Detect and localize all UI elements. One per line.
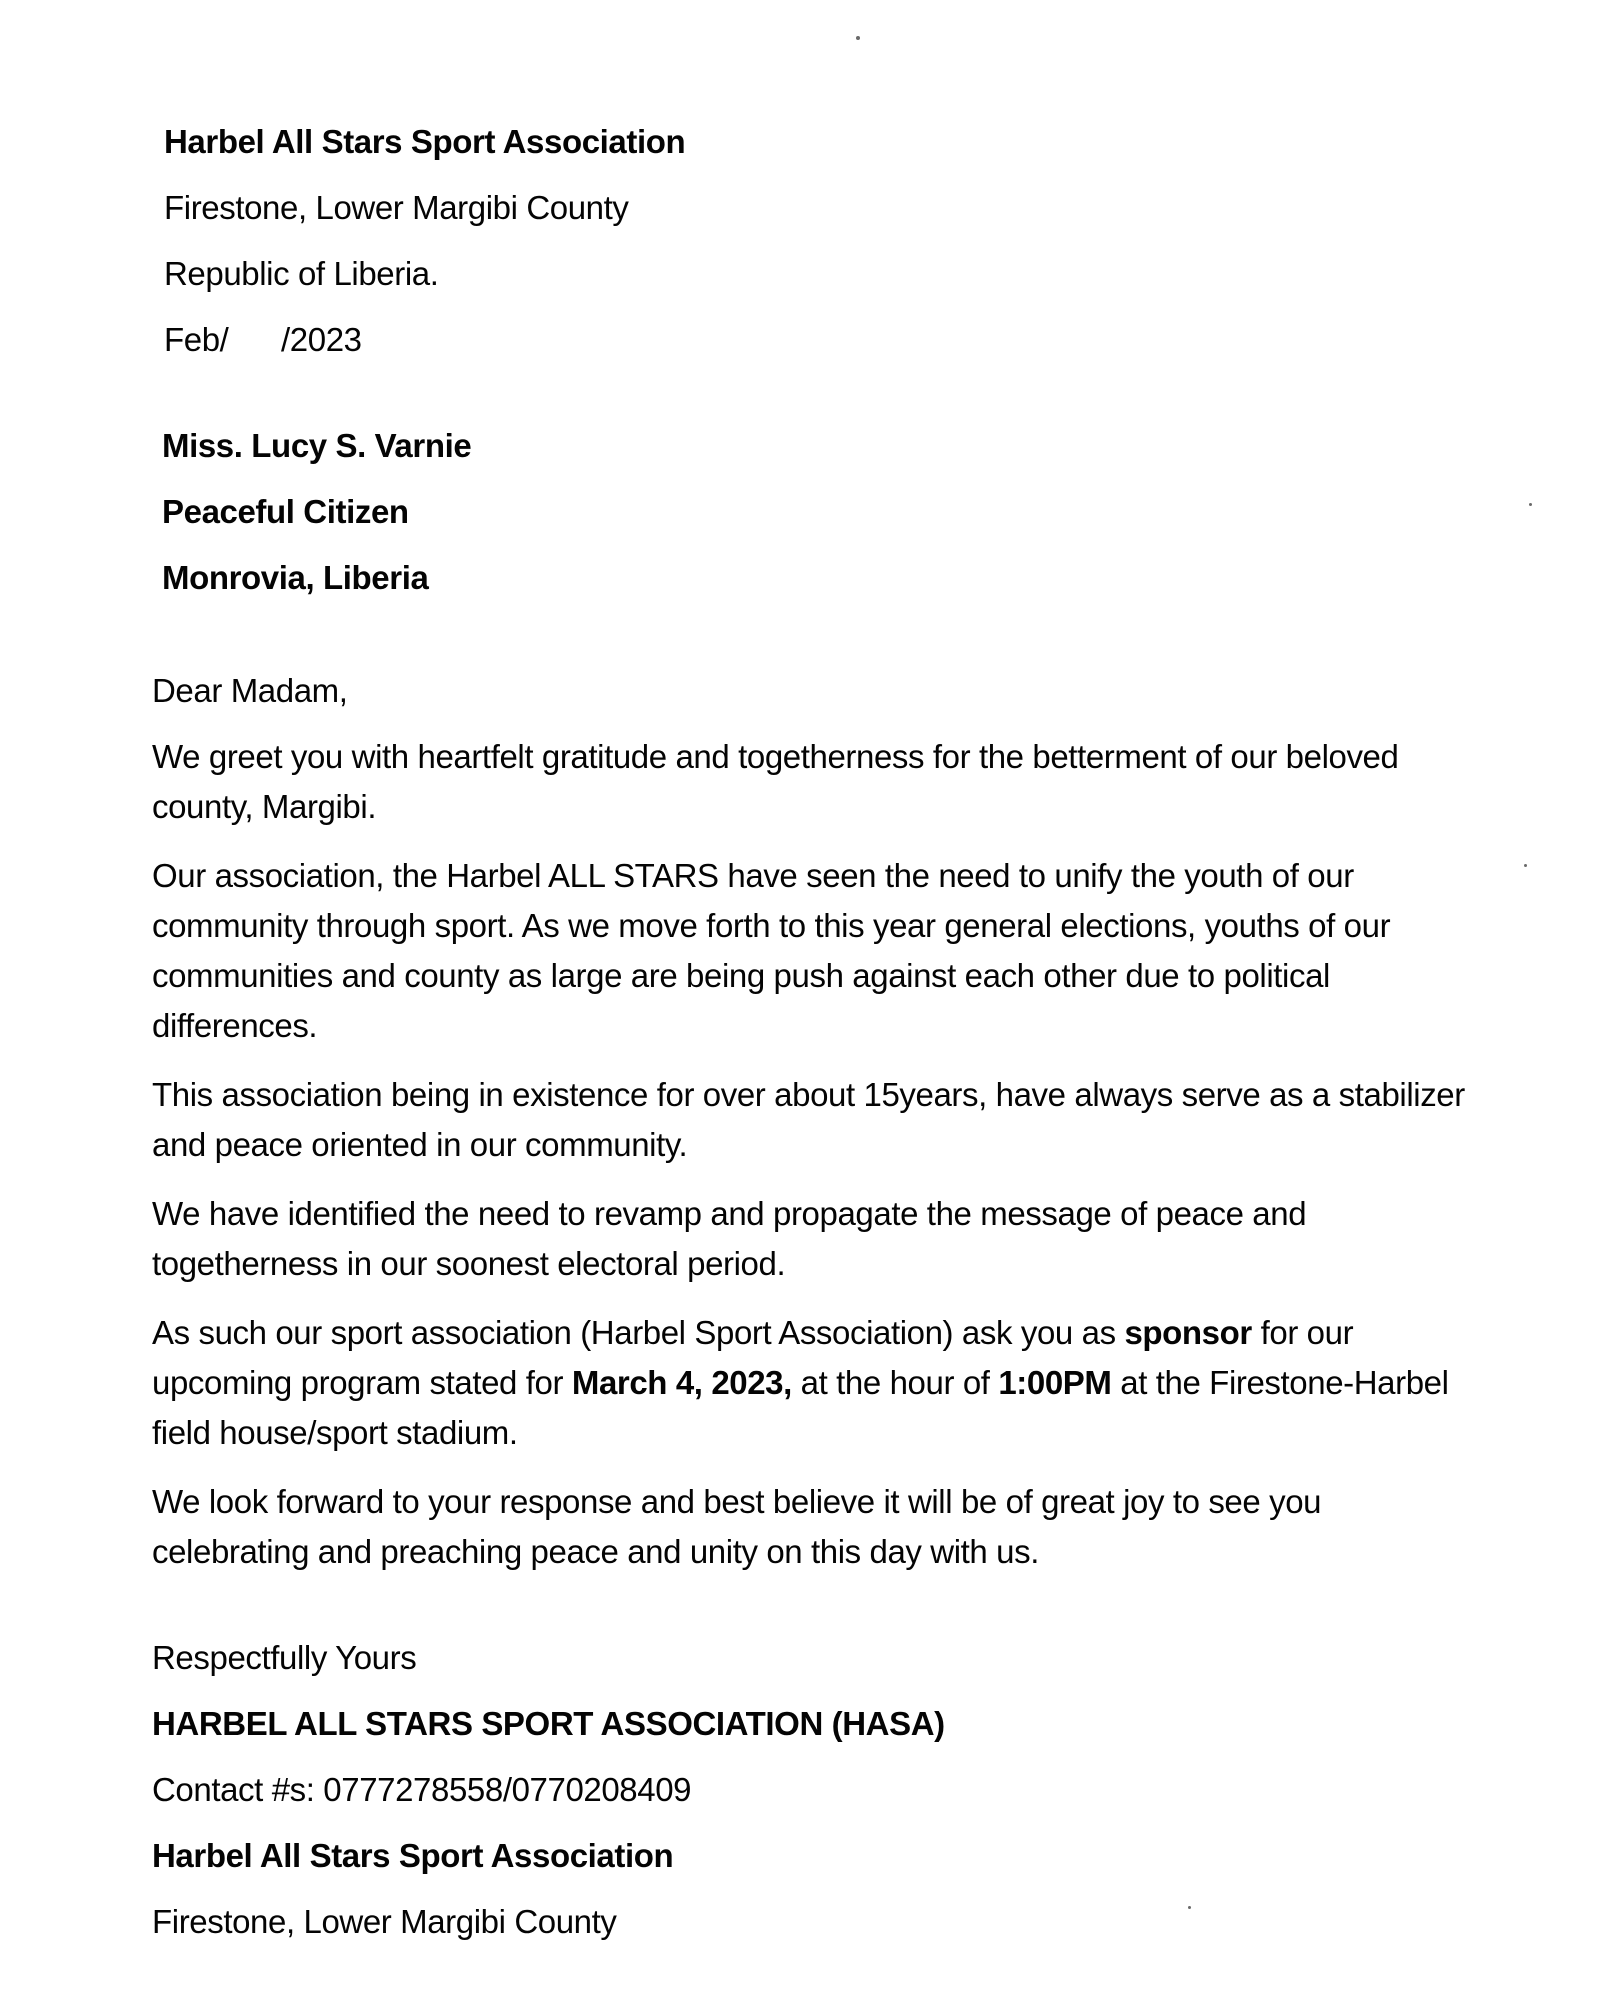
scan-artifact — [1524, 864, 1527, 867]
sender-address-line1: Firestone, Lower Margibi County — [164, 189, 629, 226]
recipient-location: Monrovia, Liberia — [162, 559, 429, 596]
sender-org-name: Harbel All Stars Sport Association — [164, 123, 686, 160]
closing-org-caps: HARBEL ALL STARS SPORT ASSOCIATION (HASA) — [152, 1705, 945, 1742]
paragraph-look-forward: We look forward to your response and best believe it will be of great joy to see you celebrating and preaching peace and unity on this day with us. — [152, 1483, 1322, 1570]
scan-artifact — [1529, 503, 1532, 506]
sponsor-request-text: at the Firestone-Harbel field house/sport stadium. — [152, 1364, 1449, 1451]
sponsor-request-text: for our upcoming program stated for — [152, 1314, 1354, 1401]
letter-body — [152, 732, 1480, 1577]
letter-date: Feb/ /2023 — [164, 321, 362, 358]
paragraph-existence: This association being in existence for over about 15years, have always serve as a stabilizer and peace oriented in our community. — [152, 1076, 1465, 1163]
event-date: March 4, 2023, — [571, 1364, 792, 1401]
sender-block — [164, 122, 1480, 360]
salutation: Dear Madam, — [152, 672, 348, 709]
scan-artifact — [856, 36, 860, 40]
recipient-name: Miss. Lucy S. Varnie — [162, 427, 472, 464]
paragraph-identified-need: We have identified the need to revamp and propagate the message of peace and togetherness in our soonest electoral period. — [152, 1195, 1307, 1282]
recipient-block — [162, 426, 1480, 598]
paragraph-sponsor-request — [152, 1308, 1480, 1458]
scan-artifact — [1188, 1906, 1191, 1909]
paragraph-greeting: We greet you with heartfelt gratitude and togetherness for the betterment of our beloved county, Margibi. — [152, 738, 1399, 825]
sponsor-keyword: sponsor — [1124, 1314, 1252, 1351]
closing-contact-numbers: Contact #s: 0777278558/0770208409 — [152, 1771, 692, 1808]
sender-address-line2: Republic of Liberia. — [164, 255, 439, 292]
event-time: 1:00PM — [998, 1364, 1112, 1401]
closing-address: Firestone, Lower Margibi County — [152, 1903, 617, 1940]
sponsor-request-text: As such our sport association (Harbel Sport Association) ask you as — [152, 1314, 1125, 1351]
sponsor-request-text: at the hour of — [791, 1364, 999, 1401]
closing-org-name: Harbel All Stars Sport Association — [152, 1837, 674, 1874]
recipient-title: Peaceful Citizen — [162, 493, 409, 530]
closing-respectfully: Respectfully Yours — [152, 1639, 417, 1676]
paragraph-association-purpose: Our association, the Harbel ALL STARS have seen the need to unify the youth of our community through sport. As we move forth to this year general elections, youths of our communities and county as large are being push against each other due to political differences. — [152, 857, 1391, 1044]
closing-block — [152, 1633, 1480, 1947]
